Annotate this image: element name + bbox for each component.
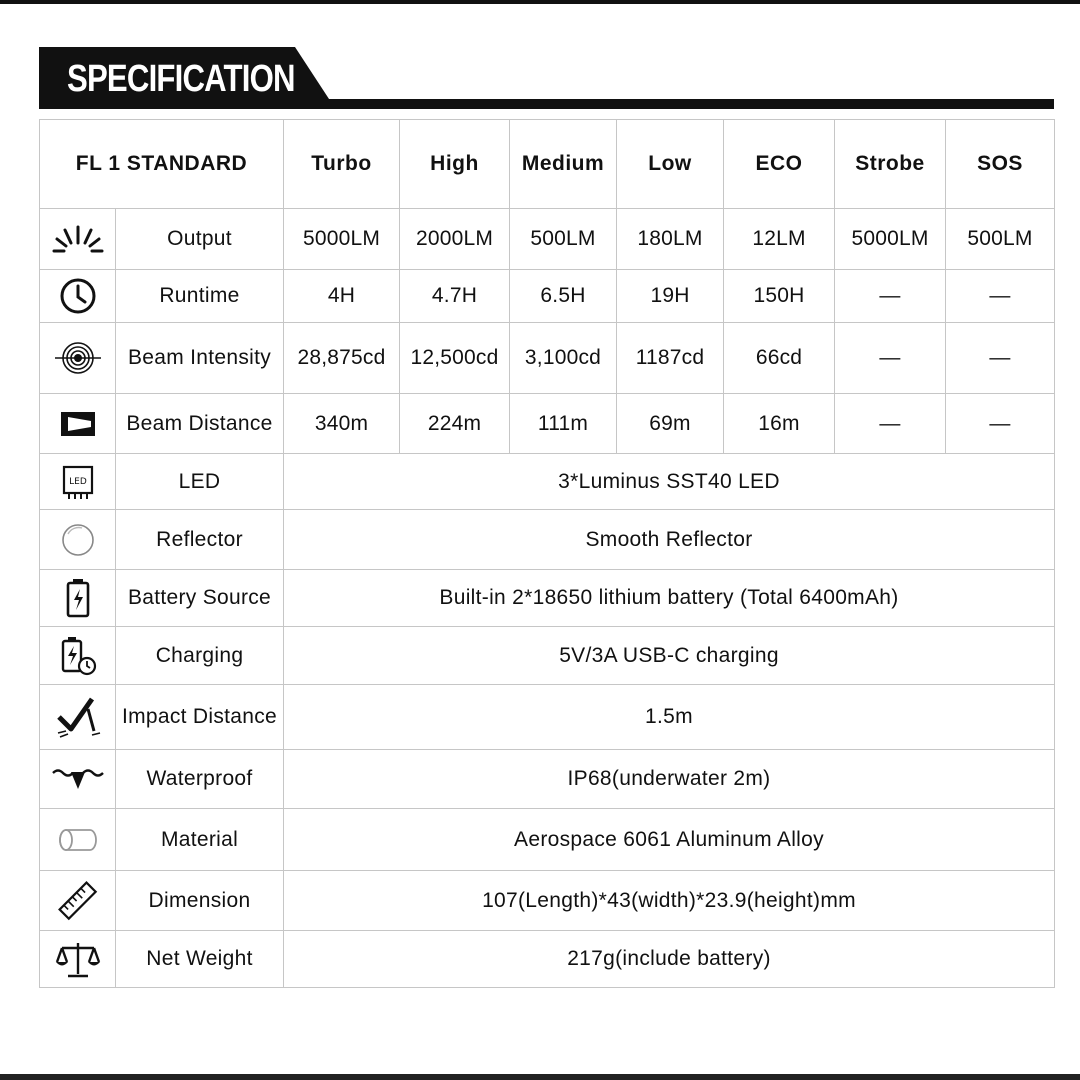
bottom-border-line [0, 1074, 1080, 1080]
table-cell: 500LM [510, 209, 617, 270]
table-row [40, 627, 1055, 685]
battery-icon [40, 570, 116, 627]
row-value-material: Aerospace 6061 Aluminum Alloy [284, 809, 1055, 871]
table-cell: — [946, 394, 1055, 454]
row-value-waterproof: IP68(underwater 2m) [284, 750, 1055, 809]
table-row [40, 209, 1055, 270]
table-cell: 16m [724, 394, 835, 454]
table-cell: 111m [510, 394, 617, 454]
table-cell: 4H [284, 270, 400, 323]
table-cell: 180LM [617, 209, 724, 270]
mode-header-low: Low [617, 120, 724, 209]
table-row [40, 454, 1055, 510]
row-value-impact-distance: 1.5m [284, 685, 1055, 750]
table-row [40, 323, 1055, 394]
table-row [40, 510, 1055, 570]
row-value-net-weight: 217g(include battery) [284, 931, 1055, 988]
top-border-line [0, 0, 1080, 4]
beam-distance-icon [40, 394, 116, 454]
row-label-dimension: Dimension [116, 871, 284, 931]
led-chip-icon [40, 454, 116, 510]
table-cell: 1187cd [617, 323, 724, 394]
mode-header-turbo: Turbo [284, 120, 400, 209]
row-value-charging: 5V/3A USB-C charging [284, 627, 1055, 685]
table-cell: 4.7H [400, 270, 510, 323]
table-cell: 69m [617, 394, 724, 454]
row-value-battery-source: Built-in 2*18650 lithium battery (Total 6400mAh) [284, 570, 1055, 627]
row-label-beam-intensity: Beam Intensity [116, 323, 284, 394]
table-cell: 12,500cd [400, 323, 510, 394]
table-cell: 6.5H [510, 270, 617, 323]
table-cell: 3,100cd [510, 323, 617, 394]
impact-icon [40, 685, 116, 750]
row-label-material: Material [116, 809, 284, 871]
mode-header-strobe: Strobe [835, 120, 946, 209]
row-label-reflector: Reflector [116, 510, 284, 570]
table-row [40, 270, 1055, 323]
row-label-charging: Charging [116, 627, 284, 685]
row-label-led: LED [116, 454, 284, 510]
beam-intensity-icon [40, 323, 116, 394]
mode-header-eco: ECO [724, 120, 835, 209]
table-cell: 12LM [724, 209, 835, 270]
table-cell: 66cd [724, 323, 835, 394]
table-cell: — [835, 394, 946, 454]
table-cell: — [946, 270, 1055, 323]
material-cylinder-icon [40, 809, 116, 871]
table-cell: 19H [617, 270, 724, 323]
banner-title: SPECIFICATION [67, 58, 295, 100]
specification-banner [39, 47, 1054, 109]
table-row [40, 750, 1055, 809]
row-label-runtime: Runtime [116, 270, 284, 323]
table-row [40, 871, 1055, 931]
table-cell: 340m [284, 394, 400, 454]
spec-table [39, 119, 1055, 988]
row-value-dimension: 107(Length)*43(width)*23.9(height)mm [284, 871, 1055, 931]
row-value-led: 3*Luminus SST40 LED [284, 454, 1055, 510]
ruler-icon [40, 871, 116, 931]
table-row [40, 570, 1055, 627]
charging-icon [40, 627, 116, 685]
mode-header-sos: SOS [946, 120, 1055, 209]
reflector-icon [40, 510, 116, 570]
table-row [40, 931, 1055, 988]
scale-icon [40, 931, 116, 988]
table-row [40, 809, 1055, 871]
model-name: FL 1 STANDARD [40, 120, 284, 209]
table-cell: 150H [724, 270, 835, 323]
mode-header-medium: Medium [510, 120, 617, 209]
row-label-impact-distance: Impact Distance [116, 685, 284, 750]
clock-icon [40, 270, 116, 323]
table-cell: 5000LM [284, 209, 400, 270]
row-label-battery-source: Battery Source [116, 570, 284, 627]
table-cell: 5000LM [835, 209, 946, 270]
table-header-row [40, 120, 1055, 209]
row-value-reflector: Smooth Reflector [284, 510, 1055, 570]
row-label-output: Output [116, 209, 284, 270]
svg-text:LED: LED [68, 476, 87, 487]
row-label-waterproof: Waterproof [116, 750, 284, 809]
row-label-net-weight: Net Weight [116, 931, 284, 988]
table-cell: 224m [400, 394, 510, 454]
waterproof-icon [40, 750, 116, 809]
table-cell: — [835, 323, 946, 394]
table-cell: — [835, 270, 946, 323]
table-row [40, 394, 1055, 454]
table-cell: 500LM [946, 209, 1055, 270]
row-label-beam-distance: Beam Distance [116, 394, 284, 454]
light-burst-icon [40, 209, 116, 270]
mode-header-high: High [400, 120, 510, 209]
table-cell: 2000LM [400, 209, 510, 270]
table-row [40, 685, 1055, 750]
table-cell: 28,875cd [284, 323, 400, 394]
table-cell: — [946, 323, 1055, 394]
